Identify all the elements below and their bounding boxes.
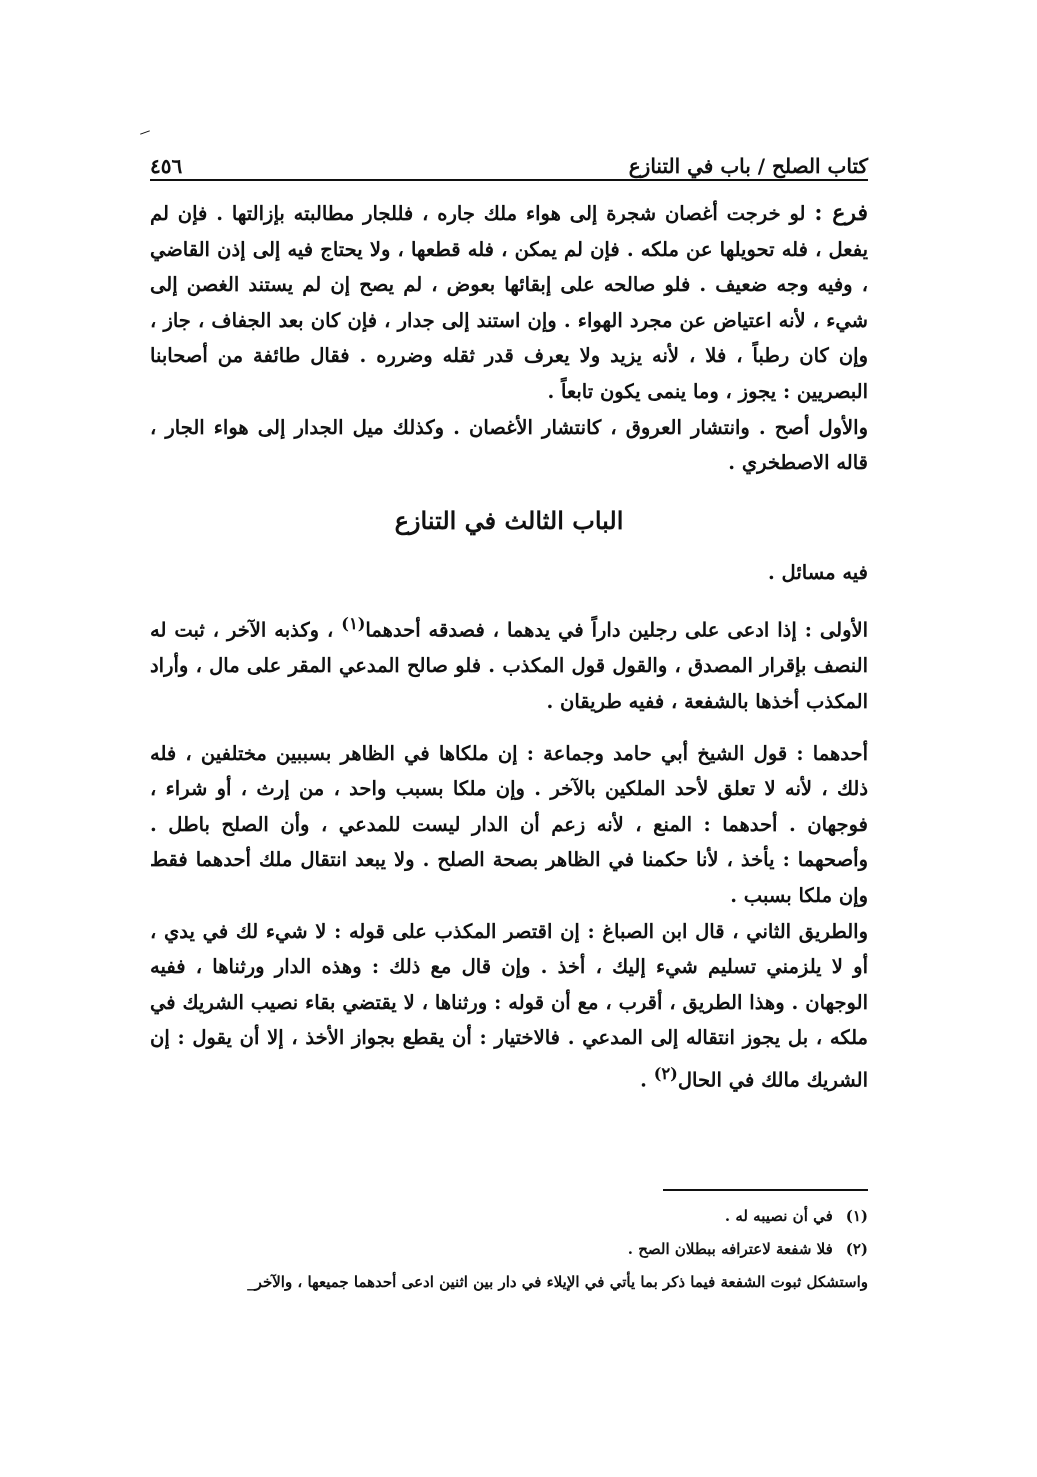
footnote-rule	[663, 1189, 868, 1191]
footnote-ref-2[interactable]: (٢)	[653, 1063, 678, 1083]
main-text	[150, 196, 868, 1098]
footnote-1-text: في أن نصيبه له .	[724, 1207, 833, 1225]
page-header	[150, 134, 868, 178]
second-method-lead: والطريق الثاني ،	[732, 919, 868, 943]
footnote-ref-1[interactable]: (١)	[341, 614, 366, 634]
chapter-heading: الباب الثالث في التنازع	[394, 505, 624, 535]
intro-line	[150, 555, 868, 591]
running-title: كتاب الصلح / باب في التنازع	[628, 154, 868, 178]
footnote-continuation-text: واستشكل ثبوت الشفعة فيما ذكر بما يأتي في الإيلاء في دار بين اثنين ادعى أحدهما جميعها ، والآخر_	[247, 1273, 868, 1291]
header-rule	[150, 179, 868, 181]
branch-text: لو خرجت أغصان شجرة إلى هواء ملك جاره ، فللجار مطالبته بإزالتها . فإن لم يفعل ، فله تحويلها عن ملكه . فإن لم يمكن ، فله قطعها ، ولا يحتاج فيه إلى إذن القاضي ، وفيه وجه ضعيف . فلو صالحه على إبقائها بعوض ، لم يصح إن لم يستند الغصن إلى شيء ، لأنه اعتياض عن مجرد الهواء . وإن استند إلى جدار ، فإن كان بعد الجفاف ، جاز ، وإن كان رطباً ، فلا ، لأنه يزيد ولا يعرف قدر ثقله وضرره . فقال طائفة من أصحابنا البصريين : يجوز ، وما ينمى يكون تابعاً .	[150, 202, 868, 403]
footnote-2	[130, 1233, 868, 1266]
footnote-2-text: فلا شفعة لاعترافه ببطلان الصح .	[627, 1240, 833, 1258]
page-number: ٤٥٦	[150, 154, 183, 178]
first-method-lead: أحدهما :	[796, 741, 868, 765]
first-method-text: قول الشيخ أبي حامد وجماعة : إن ملكاها في الظاهر بسببين مختلفين ، فله ذلك ، لأنه لا تعلق لأحد الملكين بالآخر . وإن ملكا بسبب واحد ، من إرث ، أو شراء ، فوجهان . أحدهما : المنع ، لأنه زعم أن الدار ليست للمدعي ، وأن الصلح باطل . وأصحهما : يأخذ ، لأنا حكمنا في الظاهر بصحة الصلح . ولا يبعد انتقال ملك أحدهما فقط وإن ملكا بسبب .	[150, 741, 868, 907]
paragraph-first-issue	[150, 606, 868, 719]
footnotes	[130, 1200, 868, 1299]
paragraph-branch	[150, 196, 868, 410]
second-method-text-a: قال ابن الصباغ : إن اقتصر المكذب على قوله : لا شيء لك في يدي ، أو لا يلزمني تسليم شيء إليك ، أخذ . وإن قال مع ذلك : وهذه الدار ورثناها ، ففيه الوجهان . وهذا الطريق ، أقرب ، مع أن قوله : ورثناها ، لا يقتضي بقاء نصيب الشريك في ملكه ، بل يجوز انتقاله إلى المدعي . فالاختيار : أن يقطع بجواز الأخذ ، إلا أن يقول : إن الشريك مالك في الحال	[150, 919, 868, 1092]
footnote-2-number: (٢)	[845, 1240, 868, 1258]
footnote-continuation	[130, 1266, 868, 1299]
second-method-text-b: .	[640, 1068, 647, 1092]
first-issue-text-a: إذا ادعى على رجلين داراً في يدهما ، فصدقه أحدهما	[365, 618, 797, 642]
intro-text: فيه مسائل .	[767, 560, 868, 584]
footnote-1	[130, 1200, 868, 1233]
footnote-1-number: (١)	[845, 1207, 868, 1225]
paragraph-second-method	[150, 914, 868, 1098]
first-issue-text-b: ، وكذبه الآخر ، ثبت له النصف بإقرار المصدق ، والقول قول المكذب . فلو صالح المدعي المقر على مال ، وأراد المكذب أخذها بالشفعة ، ففيه طريقان .	[150, 618, 868, 714]
paragraph-first-method	[150, 736, 868, 914]
first-issue-lead: الأولى :	[804, 618, 869, 642]
branch-lead: فرع :	[814, 200, 868, 226]
paragraph-branch-continued	[150, 410, 868, 481]
branch-continued-text: والأول أصح . وانتشار العروق ، كانتشار الأغصان . وكذلك ميل الجدار إلى هواء الجار ، قاله الاصطخري .	[150, 415, 868, 475]
header-tick-mark	[140, 130, 150, 134]
